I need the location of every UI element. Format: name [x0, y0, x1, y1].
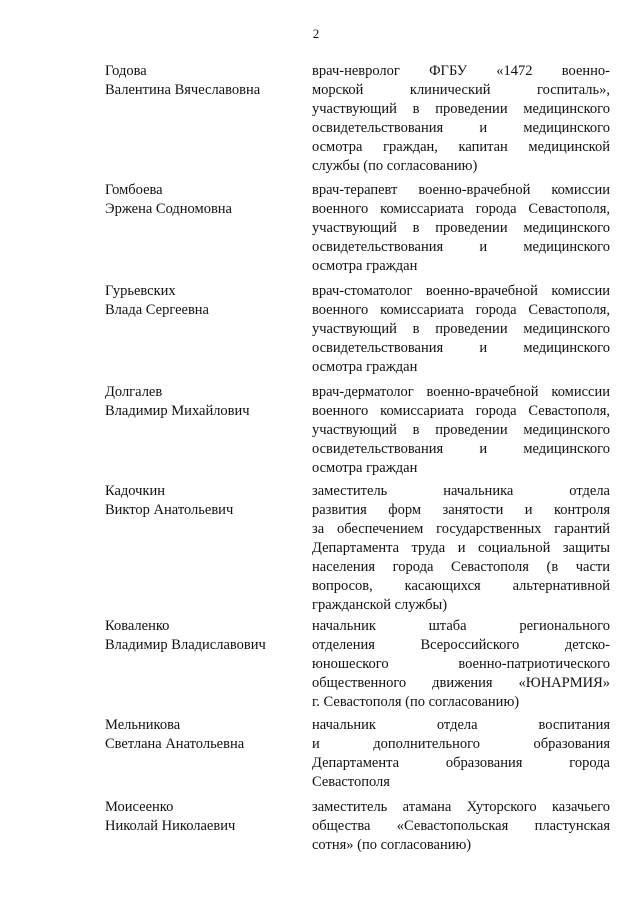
- member-name: [105, 383, 295, 421]
- role-line: вопросов, касающихся альтернативной: [312, 578, 610, 594]
- role-line: военного комиссариата города Севастополя,: [312, 201, 610, 217]
- role-line: развития форм занятости и контроля: [312, 502, 610, 518]
- member-surname: Годова: [105, 63, 147, 79]
- role-line: освидетельствования и медицинского: [312, 120, 610, 136]
- member-role: [312, 482, 610, 615]
- member-given-names: Владимир Владиславович: [105, 637, 266, 653]
- role-line: общества «Севастопольская пластунская: [312, 818, 610, 834]
- role-line: врач-дерматолог военно-врачебной комиссии: [312, 384, 610, 400]
- role-line: заместитель начальника отдела: [312, 483, 610, 499]
- member-surname: Мельникова: [105, 717, 181, 733]
- member-given-names: Светлана Анатольевна: [105, 736, 245, 752]
- role-line: г. Севастополя (по согласованию): [312, 694, 520, 710]
- member-given-names: Валентина Вячеславовна: [105, 82, 261, 98]
- role-line: и дополнительного образования: [312, 736, 610, 752]
- role-line: военного комиссариата города Севастополя,: [312, 302, 610, 318]
- member-given-names: Николай Николаевич: [105, 818, 236, 834]
- member-surname: Гомбоева: [105, 182, 163, 198]
- role-line: начальник отдела воспитания: [312, 717, 610, 733]
- role-line: участвующий в проведении медицинского: [312, 422, 610, 438]
- member-role: [312, 716, 610, 792]
- member-name: [105, 716, 295, 754]
- role-line: осмотра граждан, капитан медицинской: [312, 139, 610, 155]
- role-line: участвующий в проведении медицинского: [312, 101, 610, 117]
- role-line: сотня» (по согласованию): [312, 837, 472, 853]
- role-line: общественного движения «ЮНАРМИЯ»: [312, 675, 610, 691]
- member-role: [312, 62, 610, 176]
- role-line: освидетельствования и медицинского: [312, 239, 610, 255]
- role-line: заместитель атамана Хуторского казачьего: [312, 799, 610, 815]
- role-line: начальник штаба регионального: [312, 618, 610, 634]
- member-surname: Гурьевских: [105, 283, 176, 299]
- role-line: осмотра граждан: [312, 359, 418, 375]
- role-line: военного комиссариата города Севастополя,: [312, 403, 610, 419]
- member-given-names: Влада Сергеевна: [105, 302, 209, 318]
- member-role: [312, 282, 610, 377]
- role-line: врач-стоматолог военно-врачебной комиссии: [312, 283, 610, 299]
- member-name: [105, 282, 295, 320]
- member-given-names: Эржена Содномовна: [105, 201, 232, 217]
- role-line: гражданской службы): [312, 597, 448, 613]
- role-line: осмотра граждан: [312, 460, 418, 476]
- member-name: [105, 617, 295, 655]
- role-line: Департамента труда и социальной защиты: [312, 540, 610, 556]
- role-line: врач-невролог ФГБУ «1472 военно-: [312, 63, 610, 79]
- member-name: [105, 62, 295, 100]
- role-line: осмотра граждан: [312, 258, 418, 274]
- member-surname: Долгалев: [105, 384, 163, 400]
- member-surname: Коваленко: [105, 618, 170, 634]
- role-line: освидетельствования и медицинского: [312, 340, 610, 356]
- role-line: населения города Севастополя (в части: [312, 559, 610, 575]
- member-given-names: Владимир Михайлович: [105, 403, 250, 419]
- page-number: 2: [312, 26, 320, 41]
- member-name: [105, 482, 295, 520]
- role-line: юношеского военно-патриотического: [312, 656, 610, 672]
- role-line: Севастополя: [312, 774, 390, 790]
- member-surname: Кадочкин: [105, 483, 166, 499]
- role-line: Департамента образования города: [312, 755, 610, 771]
- member-name: [105, 181, 295, 219]
- member-name: [105, 798, 295, 836]
- member-given-names: Виктор Анатольевич: [105, 502, 234, 518]
- role-line: за обеспечением государственных гарантий: [312, 521, 610, 537]
- member-surname: Моисеенко: [105, 799, 174, 815]
- member-role: [312, 798, 610, 855]
- role-line: освидетельствования и медицинского: [312, 441, 610, 457]
- role-line: службы (по согласованию): [312, 158, 478, 174]
- member-role: [312, 617, 610, 712]
- role-line: морской клинический госпиталь»,: [312, 82, 610, 98]
- role-line: участвующий в проведении медицинского: [312, 321, 610, 337]
- role-line: отделения Всероссийского детско-: [312, 637, 610, 653]
- member-role: [312, 181, 610, 276]
- role-line: участвующий в проведении медицинского: [312, 220, 610, 236]
- role-line: врач-терапевт военно-врачебной комиссии: [312, 182, 610, 198]
- member-role: [312, 383, 610, 478]
